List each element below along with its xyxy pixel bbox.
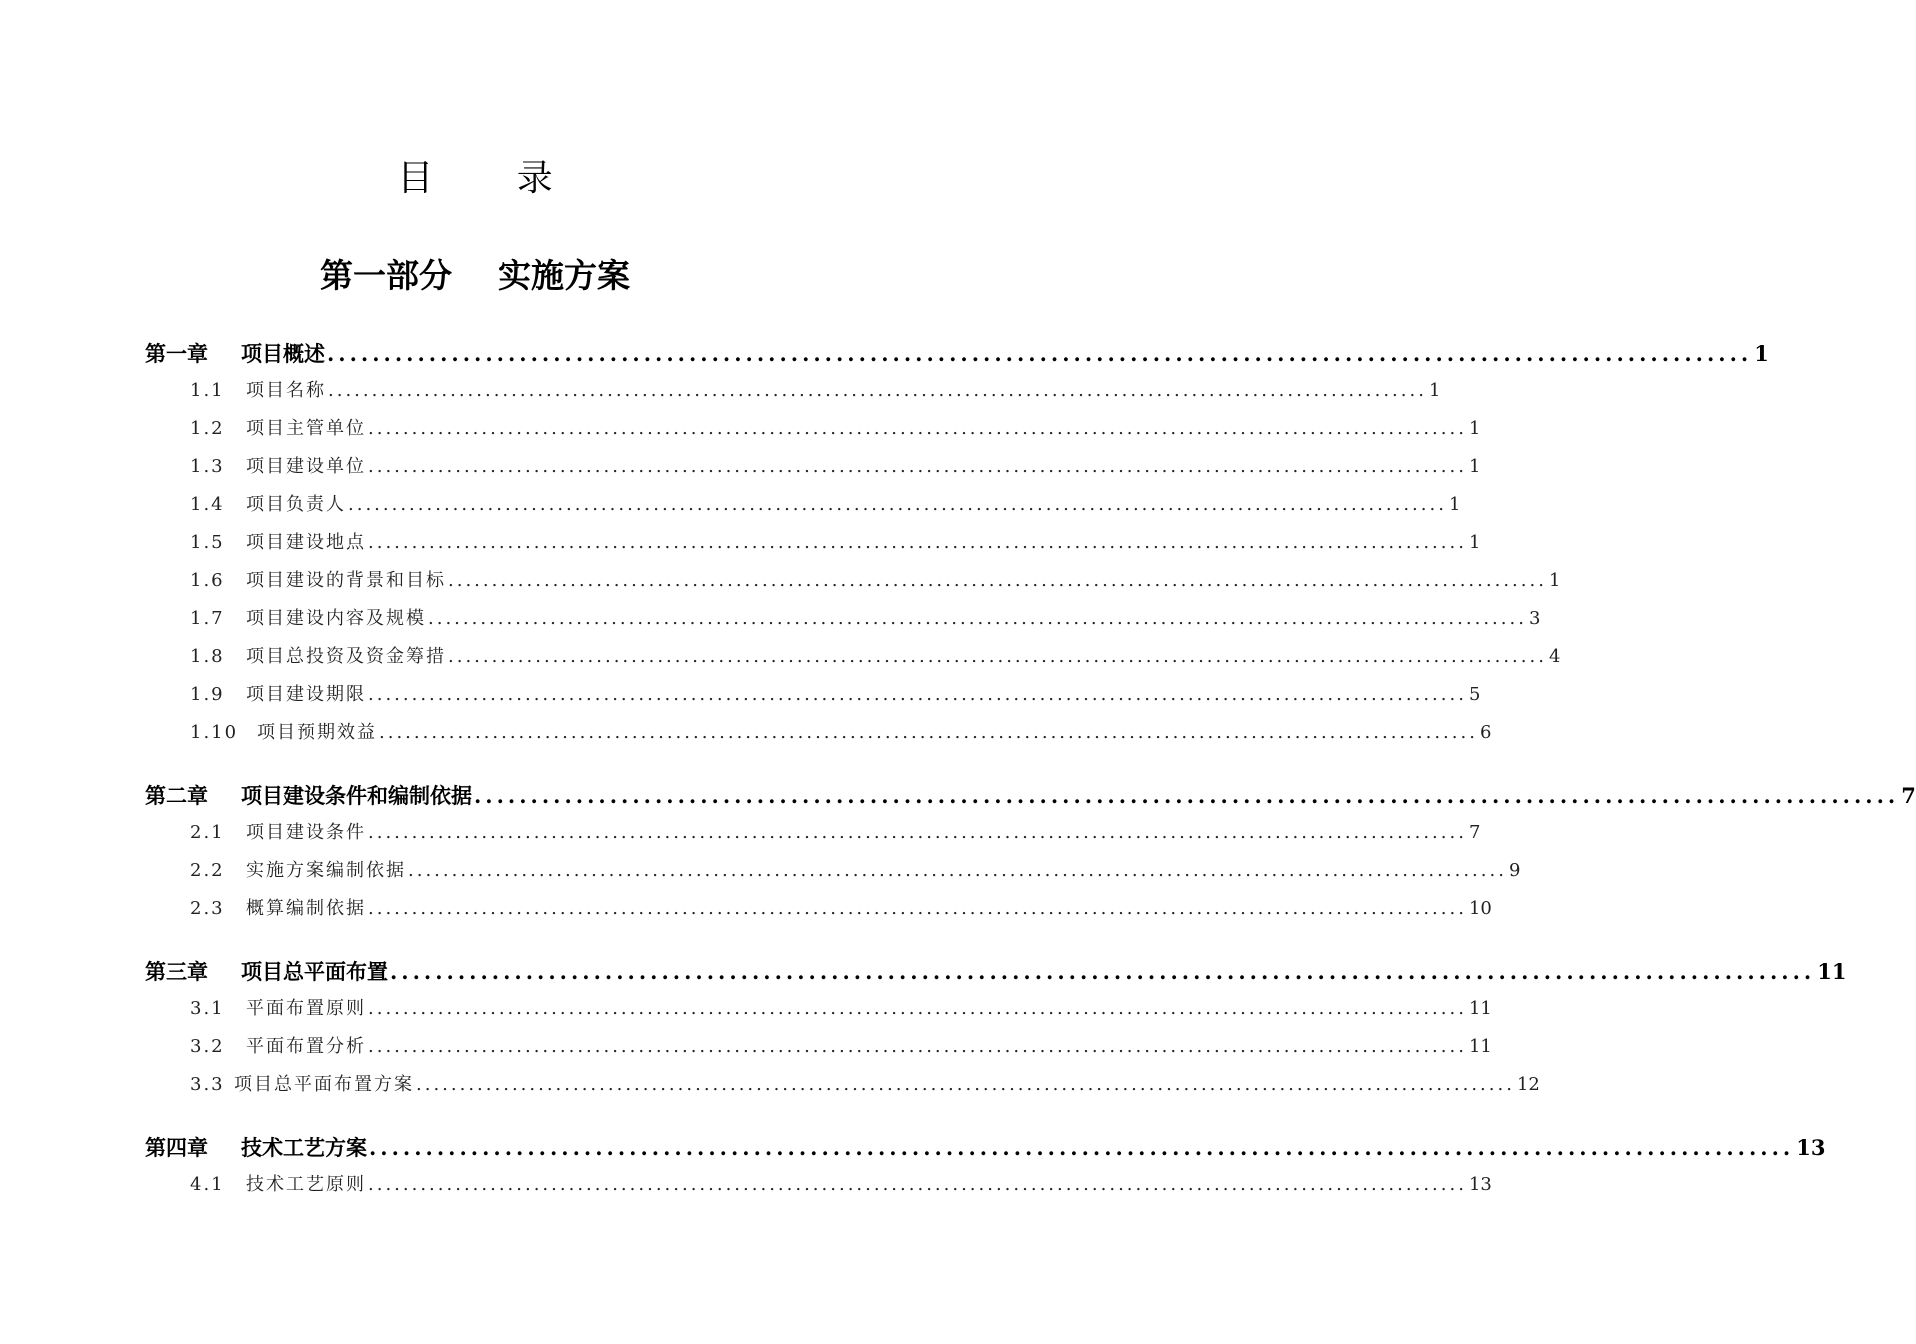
section-title: 技术工艺原则	[246, 1174, 366, 1195]
page-number: 1	[1448, 494, 1461, 515]
page-number: 1	[1548, 570, 1561, 591]
section-number: 1.8	[190, 646, 225, 667]
dot-leader: ..............................................................................................................................	[348, 494, 1447, 515]
page-number: 7	[1901, 783, 1916, 808]
toc-section-entry[interactable]	[190, 376, 1441, 414]
toc-section-entry[interactable]	[190, 490, 1461, 528]
toc-section-entry[interactable]	[190, 856, 1521, 894]
section-number: 1.4	[190, 494, 225, 515]
section-number: 3.2	[190, 1036, 225, 1057]
section-number: 1.6	[190, 570, 225, 591]
section-title: 项目建设单位	[246, 456, 366, 477]
dot-leader: ..............................................................................................................................	[327, 341, 1753, 366]
dot-leader: ..............................................................................................................................	[428, 608, 1527, 629]
section-number: 4.1	[190, 1174, 225, 1195]
toc-section-entry[interactable]	[190, 452, 1481, 490]
dot-leader: ..............................................................................................................................	[369, 1135, 1795, 1160]
chapter-title: 项目概述	[241, 341, 325, 366]
dot-leader: ..............................................................................................................................	[368, 898, 1467, 919]
section-number: 1.7	[190, 608, 225, 629]
dot-leader: ..............................................................................................................................	[474, 783, 1900, 808]
page-number: 10	[1468, 898, 1492, 919]
page-number: 5	[1468, 684, 1481, 705]
toc-section-entry[interactable]	[190, 1032, 1492, 1070]
dot-leader: ..............................................................................................................................	[368, 684, 1467, 705]
section-title: 项目建设期限	[246, 684, 366, 705]
dot-leader: ..............................................................................................................................	[408, 860, 1507, 881]
table-of-contents	[0, 338, 1916, 1208]
toc-section-entry[interactable]	[190, 994, 1492, 1032]
section-number: 1.3	[190, 456, 225, 477]
page-number: 6	[1479, 722, 1492, 743]
page-number: 11	[1468, 1036, 1492, 1057]
section-title: 项目建设条件	[246, 822, 366, 843]
dot-leader: ..............................................................................................................................	[328, 380, 1427, 401]
dot-leader: ..............................................................................................................................	[448, 646, 1547, 667]
toc-section-entry[interactable]	[190, 894, 1492, 932]
section-number: 1.5	[190, 532, 225, 553]
section-title: 项目总平面布置方案	[234, 1074, 414, 1095]
section-number: 1.2	[190, 418, 225, 439]
toc-section-entry[interactable]	[190, 528, 1481, 566]
dot-leader: ..............................................................................................................................	[368, 822, 1467, 843]
section-number: 2.1	[190, 822, 225, 843]
section-title: 实施方案编制依据	[246, 860, 406, 881]
section-number: 3.1	[190, 998, 225, 1019]
section-title: 项目预期效益	[257, 722, 377, 743]
chapter-title: 项目总平面布置	[241, 959, 388, 984]
chapter-title: 项目建设条件和编制依据	[241, 783, 472, 808]
toc-chapter-entry[interactable]	[145, 338, 1769, 368]
page-number: 1	[1428, 380, 1441, 401]
section-title: 项目主管单位	[246, 418, 366, 439]
toc-section-entry[interactable]	[190, 566, 1561, 604]
page-number: 11	[1468, 998, 1492, 1019]
toc-chapter-entry[interactable]	[145, 1132, 1826, 1162]
page-number: 1	[1754, 341, 1769, 366]
toc-section-entry[interactable]	[190, 680, 1481, 718]
section-title: 项目名称	[246, 380, 326, 401]
toc-section-entry[interactable]	[190, 642, 1561, 680]
chapter-title: 技术工艺方案	[241, 1135, 367, 1160]
page-number: 12	[1516, 1074, 1540, 1095]
dot-leader: ..............................................................................................................................	[448, 570, 1547, 591]
toc-section-entry[interactable]	[190, 604, 1541, 642]
toc-section-entry[interactable]	[190, 718, 1492, 756]
section-title: 项目建设地点	[246, 532, 366, 553]
dot-leader: ..............................................................................................................................	[368, 1036, 1467, 1057]
dot-leader: ..............................................................................................................................	[379, 722, 1478, 743]
page-number: 7	[1468, 822, 1481, 843]
dot-leader: ..............................................................................................................................	[368, 1174, 1467, 1195]
page-number: 1	[1468, 456, 1481, 477]
page-number: 1	[1468, 418, 1481, 439]
toc-section-entry[interactable]	[190, 1170, 1492, 1208]
toc-section-entry[interactable]	[190, 1070, 1540, 1108]
section-number: 3.3	[190, 1074, 225, 1095]
dot-leader: ..............................................................................................................................	[416, 1074, 1515, 1095]
page-number: 13	[1468, 1174, 1492, 1195]
chapter-number: 第一章	[145, 341, 208, 366]
chapter-number: 第二章	[145, 783, 208, 808]
section-number: 2.2	[190, 860, 225, 881]
dot-leader: ..............................................................................................................................	[368, 532, 1467, 553]
section-number: 2.3	[190, 898, 225, 919]
page-number: 13	[1796, 1135, 1826, 1160]
section-title: 概算编制依据	[246, 898, 366, 919]
section-title: 项目负责人	[246, 494, 346, 515]
toc-chapter-entry[interactable]	[145, 956, 1847, 986]
dot-leader: ..............................................................................................................................	[368, 998, 1467, 1019]
section-number: 1.10	[190, 722, 239, 743]
section-title: 项目总投资及资金筹措	[246, 646, 446, 667]
dot-leader: ..............................................................................................................................	[390, 959, 1816, 984]
page-number: 3	[1528, 608, 1541, 629]
chapter-number: 第四章	[145, 1135, 208, 1160]
part-title: 第一部分 实施方案	[320, 256, 630, 295]
section-title: 平面布置原则	[246, 998, 366, 1019]
dot-leader: ..............................................................................................................................	[368, 456, 1467, 477]
section-number: 1.1	[190, 380, 225, 401]
page-number: 4	[1548, 646, 1561, 667]
page-number: 1	[1468, 532, 1481, 553]
section-number: 1.9	[190, 684, 225, 705]
chapter-number: 第三章	[145, 959, 208, 984]
toc-chapter-entry[interactable]	[145, 780, 1916, 810]
section-title: 项目建设内容及规模	[246, 608, 426, 629]
toc-section-entry[interactable]	[190, 414, 1481, 452]
page-number: 9	[1508, 860, 1521, 881]
dot-leader: ..............................................................................................................................	[368, 418, 1467, 439]
section-title: 项目建设的背景和目标	[246, 570, 446, 591]
toc-heading: 目 录	[397, 158, 589, 199]
page-number: 11	[1817, 959, 1847, 984]
section-title: 平面布置分析	[246, 1036, 366, 1057]
toc-section-entry[interactable]	[190, 818, 1481, 856]
